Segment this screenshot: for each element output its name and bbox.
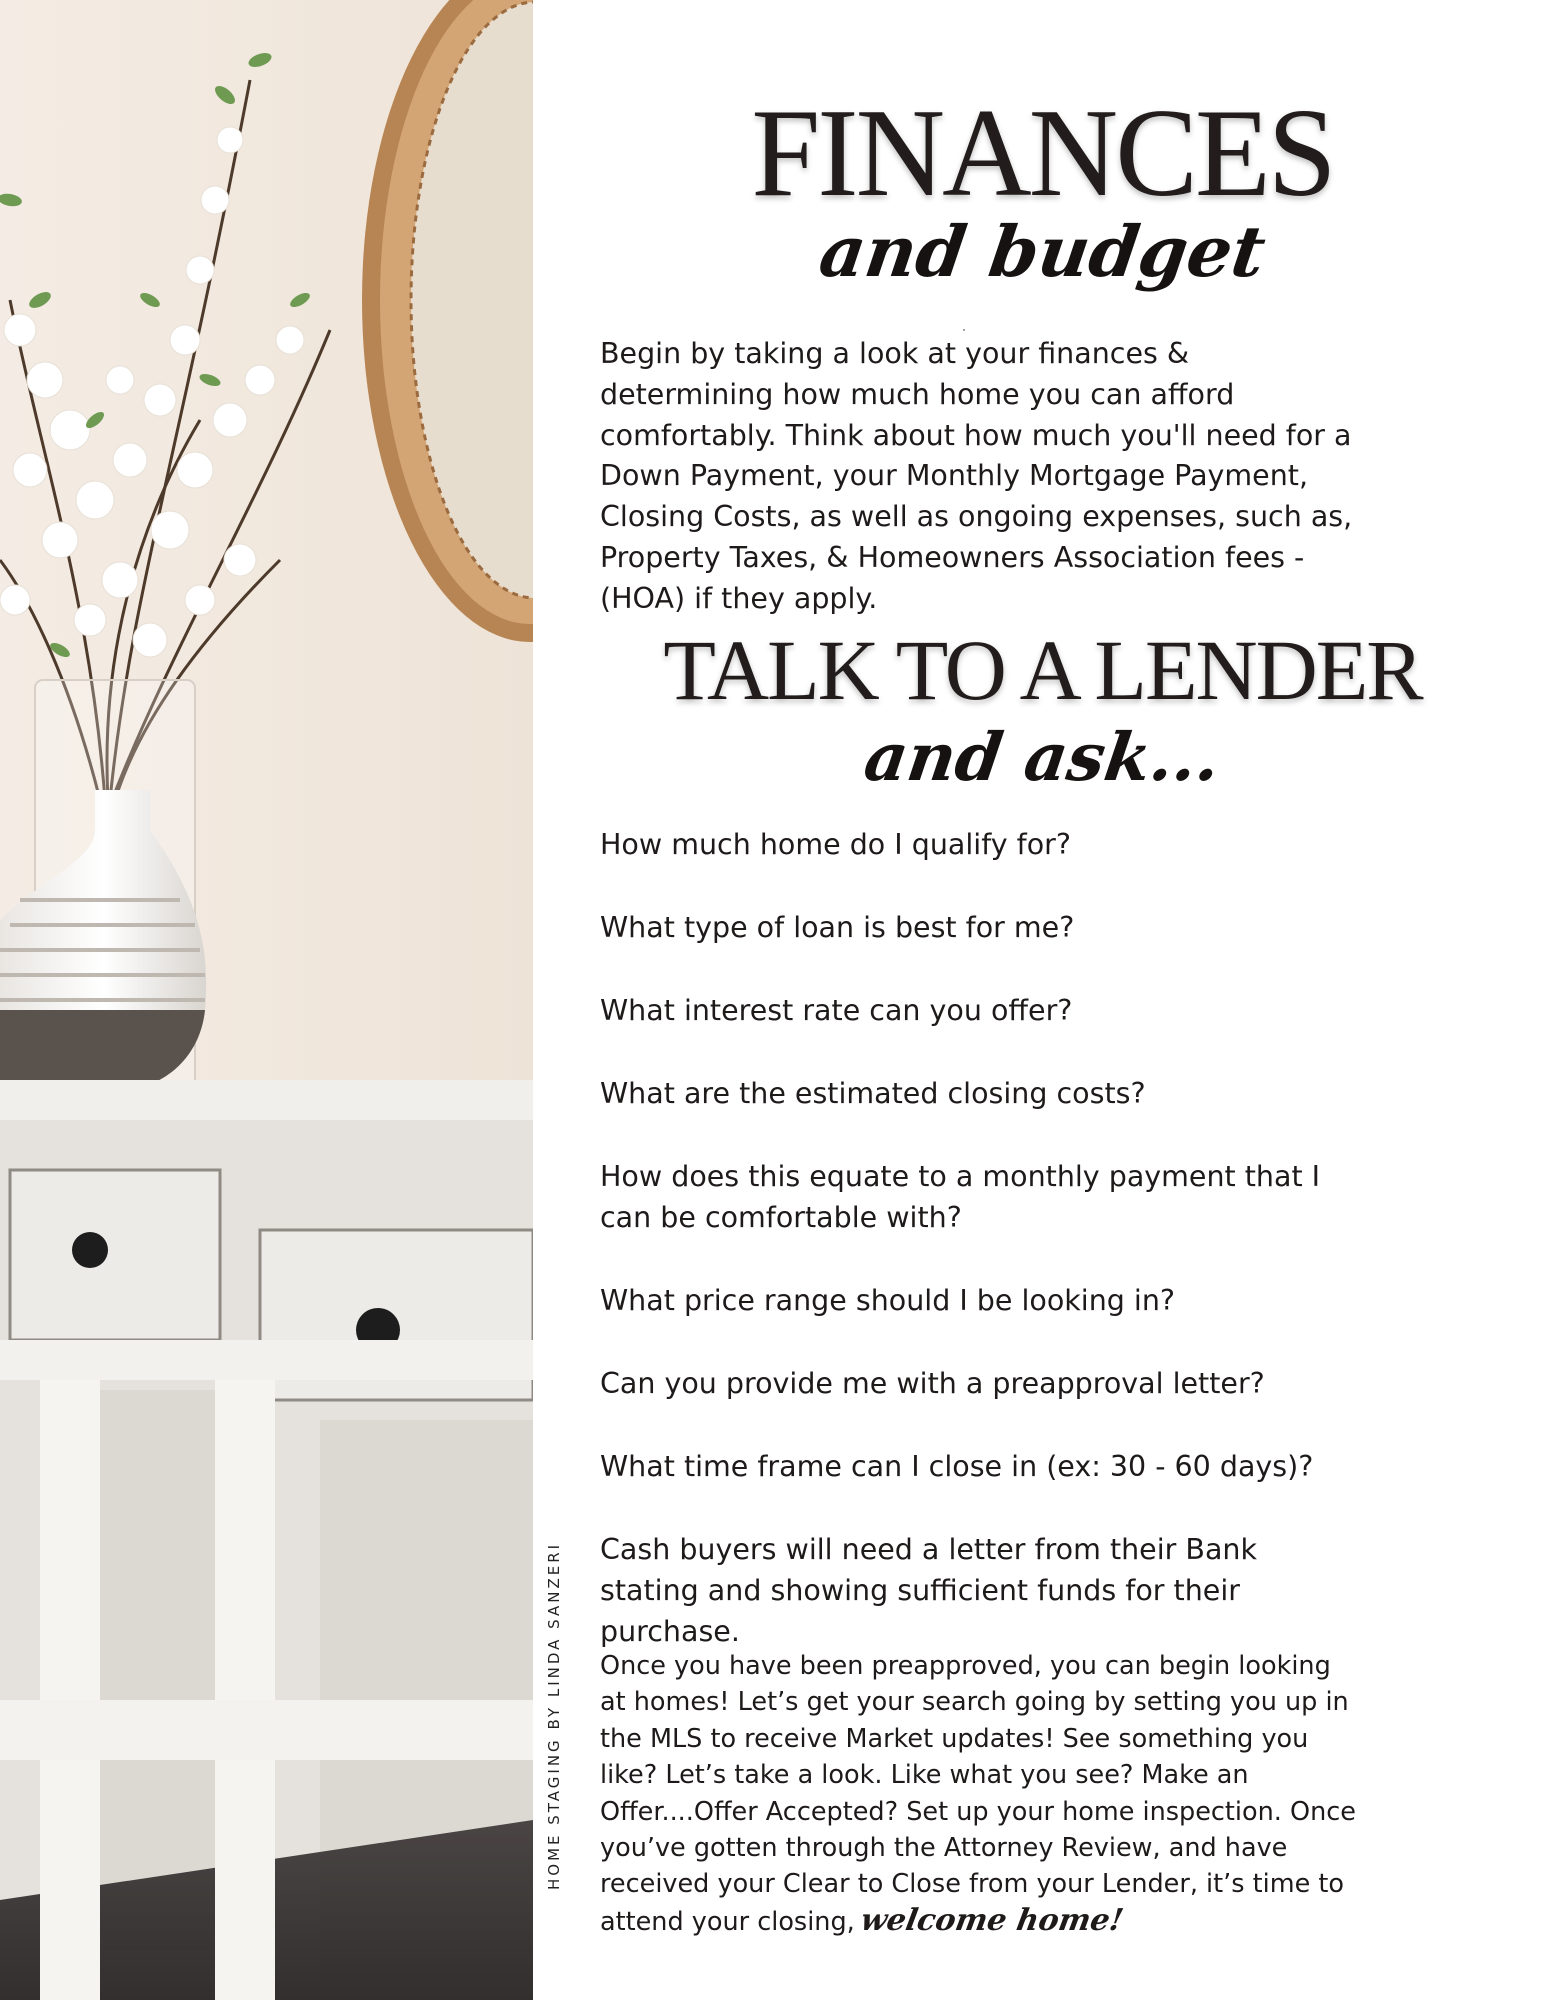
lender-title: TALK TO A LENDER [663,622,1422,718]
question-item: What time frame can I close in (ex: 30 - 60 days)? [600,1450,1314,1483]
photo-credit: HOME STAGING BY LINDA SANZERI [545,1541,563,1890]
question-item: How much home do I qualify for? [600,828,1071,861]
welcome-home-script: welcome home! [857,1902,1126,1938]
question-item: What type of loan is best for me? [600,911,1075,944]
finances-title: FINANCES [751,82,1334,223]
question-item: How does this equate to a monthly payment that I can be comfortable with? [600,1160,1321,1234]
question-item: What interest rate can you offer? [600,994,1073,1027]
cash-buyers-note: Cash buyers will need a letter from their Bank stating and showing sufficient funds for their purchase. [600,1533,1257,1648]
closing-text: Once you have been preapproved, you can begin looking at homes! Let’s get your search going by setting you up in the MLS to receive Market updates! See something you like? Let’s take a look. Like what you see? Make an Offer....Offer Accepted? Set up your home inspection. Once you’ve gotten through the Attorney Review, and have received your Clear to Close from your Lender, it’s time to attend your closing, [600,1651,1356,1937]
closing-paragraph [600,1648,1360,1940]
budget-subtitle: and budget [814,210,1271,293]
photo-illustration [0,0,533,2000]
interior-photo [0,0,533,2000]
question-item: What price range should I be looking in? [600,1284,1176,1317]
console-table [0,1080,533,2000]
question-item: Can you provide me with a preapproval letter? [600,1367,1265,1400]
ask-subtitle: and ask... [859,718,1226,796]
question-item: What are the estimated closing costs? [600,1077,1146,1110]
finances-body: Begin by taking a look at your finances & determining how much home you can afford comfortably. Think about how much you'll need for a Down Payment, your Monthly Mortgage Payment, Closing Costs, as well as ongoing expenses, such as, Property Taxes, & Homeowners Association fees - (HOA) if they apply. [600,337,1353,615]
dot-mark [963,329,965,331]
